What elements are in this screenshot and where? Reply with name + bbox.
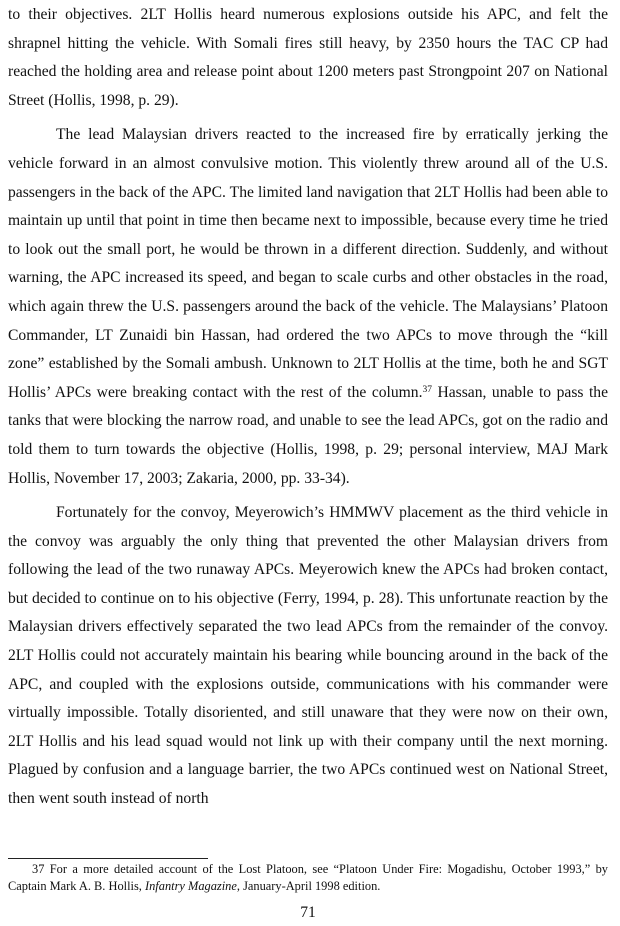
document-page — [8, 0, 608, 926]
footnote-text-end: , January-April 1998 edition. — [236, 878, 381, 893]
footnote-reference[interactable]: 37 — [422, 384, 432, 395]
paragraph-text: The lead Malaysian drivers reacted to the increased fire by erratically jerking the vehicle forward in an almost convulsive motion. This violently threw around all of the U.S. passengers in the back of the APC. The limited land navigation that 2LT Hollis had been able to maintain up until that point in time then became next to impossible, because every time he tried to look out the small port, he would be thrown in a different direction. Suddenly, and without warning, the APC increased its speed, and began to scale curbs and other obstacles in the road, which again threw the U.S. passengers around the back of the vehicle. The Malaysians’ Platoon Commander, LT Zunaidi bin Hassan, had ordered the two APCs to move through the “kill zone” established by the Somali ambush. Unknown to 2LT Hollis at the time, both he and SGT Hollis’ APCs were breaking contact with the rest of the column. — [8, 126, 608, 401]
footnote-publication-title: Infantry Magazine — [144, 878, 237, 893]
footnote-text: For a more detailed account of the Lost Platoon, see “Platoon Under Fire: Mogadishu, October 1993,” by Captain Mark A. B. Hollis, — [8, 862, 608, 893]
paragraph-continuation — [8, 1, 608, 115]
page-number: 71 — [300, 904, 316, 921]
paragraph-text: Hassan, unable to pass the tanks that were blocking the narrow road, and unable to see the lead APCs, got on the radio and told them to turn towards the objective (Hollis, 1998, p. 29; personal interview, MAJ Mark Hollis, November 17, 2003; Zakaria, 2000, pp. 33-34). — [8, 383, 608, 487]
paragraph-malaysian-drivers — [8, 121, 608, 493]
paragraph-text: to their objectives. 2LT Hollis heard numerous explosions outside his APC, and felt the shrapnel hitting the vehicle. With Somali fires still heavy, by 2350 hours the TAC CP had reached the holding area and release point about 1200 meters past Strongpoint 207 on National Street (Hollis, 1998, p. 29). — [8, 6, 608, 109]
footnote-number: 37 — [32, 862, 45, 876]
paragraph-meyerowich — [8, 499, 608, 814]
footnote-divider — [8, 858, 208, 859]
body-text — [8, 1, 608, 814]
paragraph-text: Fortunately for the convoy, Meyerowich’s HMMWV placement as the third vehicle in the convoy was arguably the only thing that prevented the other Malaysian drivers from following the lead of the two runaway APCs. Meyerowich knew the APCs had broken contact, but decided to continue on to his objective (Ferry, 1994, p. 28). This unfortunate reaction by the Malaysian drivers effectively separated the two lead APCs from the remainder of the convoy. 2LT Hollis could not accurately maintain his bearing while bouncing around in the back of the APC, and coupled with the explosions outside, communications with his commander were virtually impossible. Totally disoriented, and still unaware that they were now on their own, 2LT Hollis and his lead squad would not link up with their company until the next morning. Plagued by confusion and a language barrier, the two APCs continued west on National Street, then went south instead of north — [8, 504, 608, 808]
footnote — [8, 861, 608, 894]
